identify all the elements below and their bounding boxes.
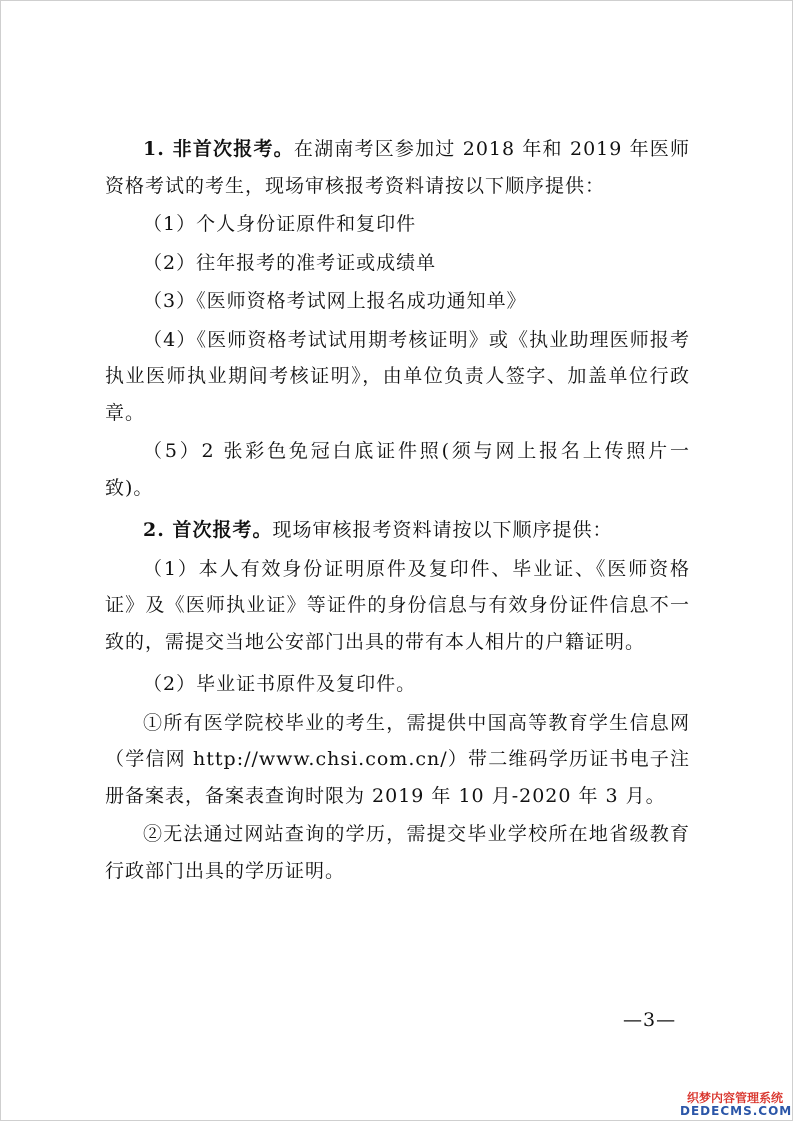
watermark-logo [680,1090,793,1118]
section1-paragraph [105,131,690,204]
watermark-text-cn: 织梦内容管理系统 [686,1090,783,1105]
section1-intro: 在湖南考区参加过 2018 年和 2019 年医师资格考试的考生，现场审核报考资料请按以下顺序提供： [105,138,690,197]
section2-item-4: ②无法通过网站查询的学历，需提交毕业学校所在地省级教育行政部门出具的学历证明。 [105,823,690,882]
document-body [105,131,690,889]
section2-paragraph [105,512,690,549]
watermark-text-en: DEDECMS.COM [680,1103,793,1118]
section1-item-3: （3）《医师资格考试网上报名成功通知单》 [143,290,527,312]
section1-item-5: （5）2 张彩色免冠白底证件照(须与网上报名上传照片一致)。 [105,440,690,499]
section2-item-3: ①所有医学院校毕业的考生，需提供中国高等教育学生信息网（学信网 http://www.chsi.com.cn/）带二维码学历证书电子注册备案表，备案表查询时限为 2019 年 10 月-2020 年 3 月。 [105,711,690,807]
page-number: —3— [623,1009,677,1031]
section2-intro: 现场审核报考资料请按以下顺序提供： [272,519,613,541]
section2-item-2: （2）毕业证书原件及复印件。 [143,673,417,695]
section1-heading: 1. 非首次报考。 [143,138,294,160]
section1-item-4: （4）《医师资格考试试用期考核证明》或《执业助理医师报考执业医师执业期间考核证明》，由单位负责人签字、加盖单位行政章。 [105,328,690,424]
section1-item-2: （2）往年报考的准考证或成绩单 [143,251,437,274]
section1-item-1: （1）个人身份证原件和复印件 [143,213,417,235]
section2-heading: 2. 首次报考。 [143,519,273,541]
section2-item-1: （1）本人有效身份证明原件及复印件、毕业证、《医师资格证》及《医师执业证》等证件的身份信息与有效身份证件信息不一致的，需提交当地公安部门出具的带有本人相片的户籍证明。 [105,557,690,653]
